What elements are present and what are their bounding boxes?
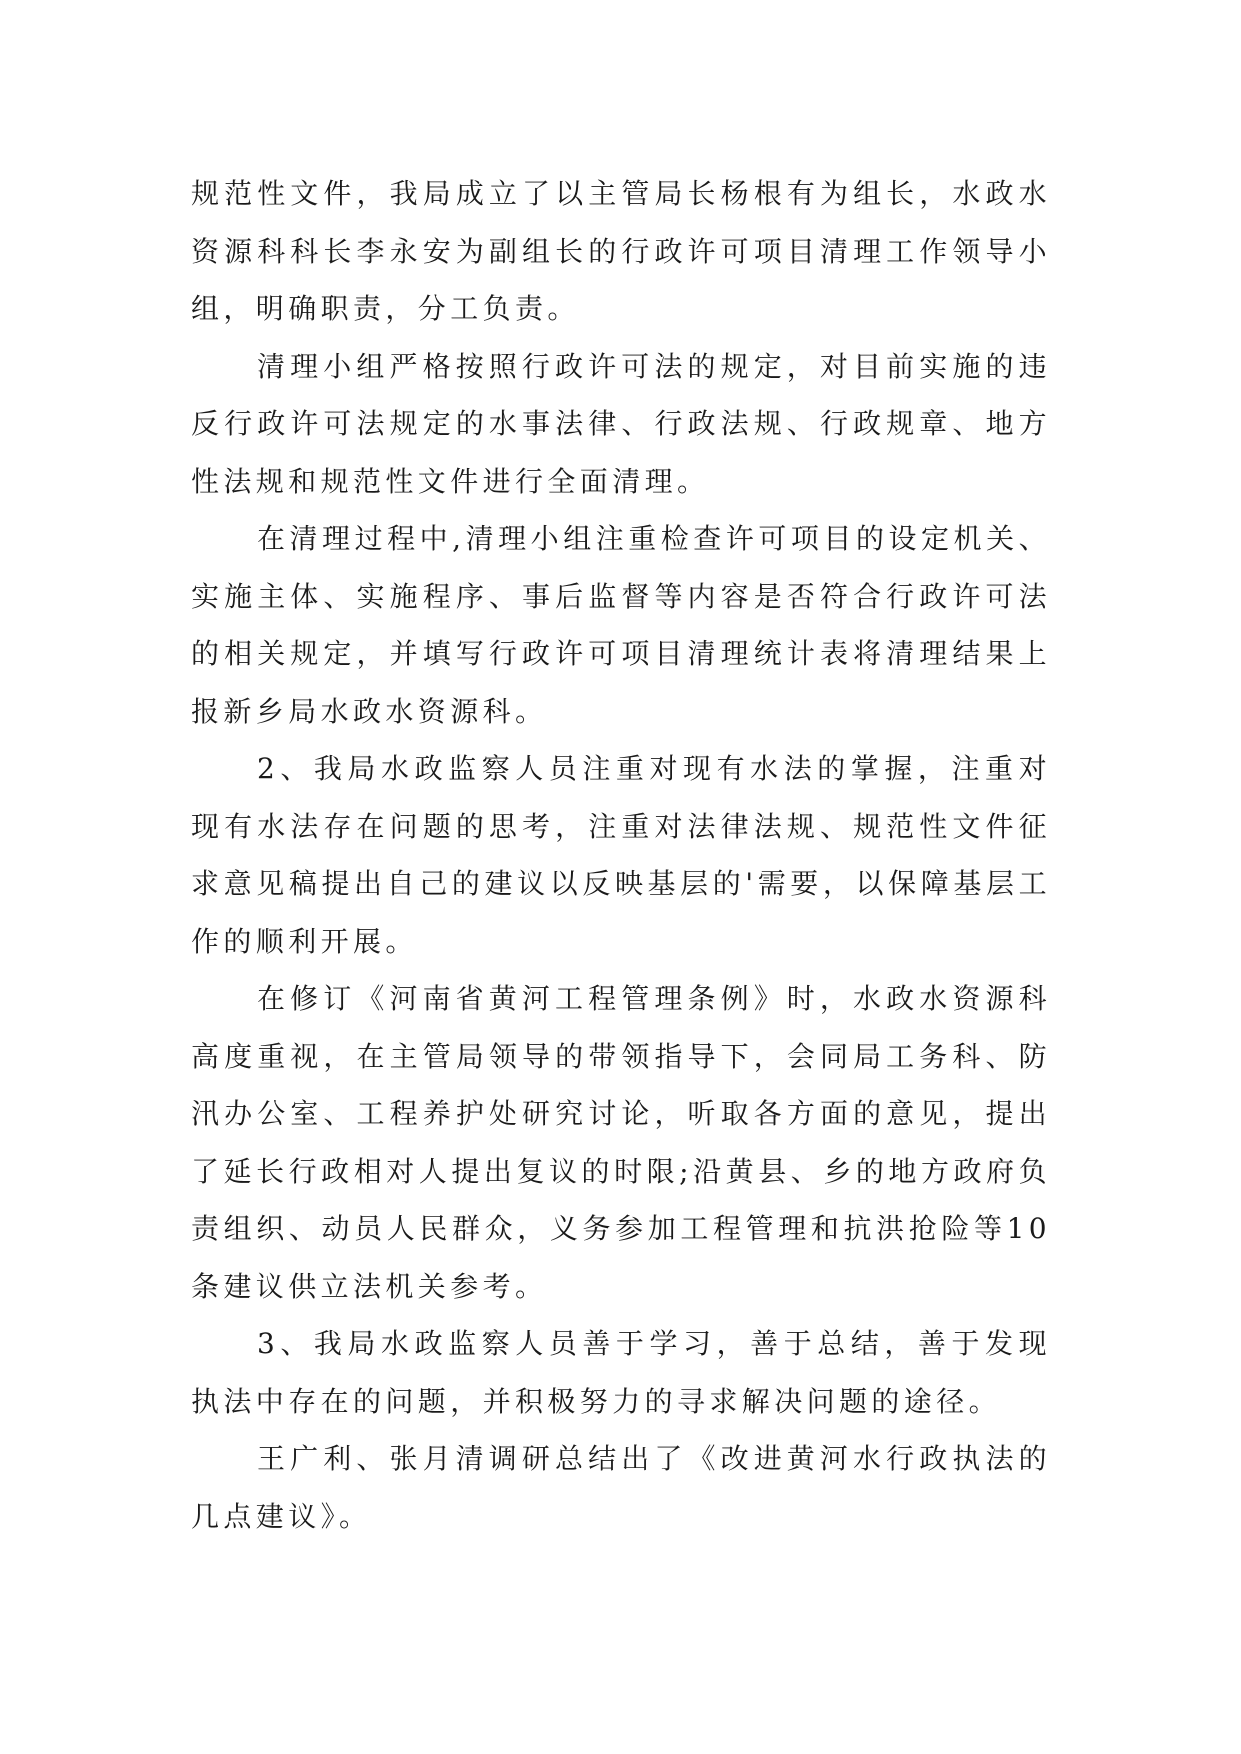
- paragraph: 规范性文件，我局成立了以主管局长杨根有为组长，水政水资源科科长李永安为副组长的行政许可项目清理工作领导小组，明确职责，分工负责。: [191, 177, 1051, 325]
- paragraph: 王广利、张月清调研总结出了《改进黄河水行政执法的几点建议》。: [191, 1442, 1051, 1533]
- paragraph: 清理小组严格按照行政许可法的规定，对目前实施的违反行政许可法规定的水事法律、行政法规、行政规章、地方性法规和规范性文件进行全面清理。: [191, 349, 1051, 498]
- paragraph: 在清理过程中,清理小组注重检查许可项目的设定机关、实施主体、实施程序、事后监督等内容是否符合行政许可法的相关规定，并填写行政许可项目清理统计表将清理结果上报新乡局水政水资源科。: [191, 522, 1051, 728]
- paragraph: 在修订《河南省黄河工程管理条例》时，水政水资源科高度重视，在主管局领导的带领指导下，会同局工务科、防汛办公室、工程养护处研究讨论，听取各方面的意见，提出了延长行政相对人提出复议的时限;沿黄县、乡的地方政府负责组织、动员人民群众，义务参加工程管理和抗洪抢险等10条建议供立法机关参考。: [191, 982, 1051, 1303]
- paragraph: 3、我局水政监察人员善于学习，善于总结，善于发现执法中存在的问题，并积极努力的寻求解决问题的途径。: [191, 1327, 1051, 1418]
- document-body: [191, 165, 1051, 1545]
- paragraph: 2、我局水政监察人员注重对现有水法的掌握，注重对现有水法存在问题的思考，注重对法律法规、规范性文件征求意见稿提出自己的建议以反映基层的'需要，以保障基层工作的顺利开展。: [191, 752, 1051, 958]
